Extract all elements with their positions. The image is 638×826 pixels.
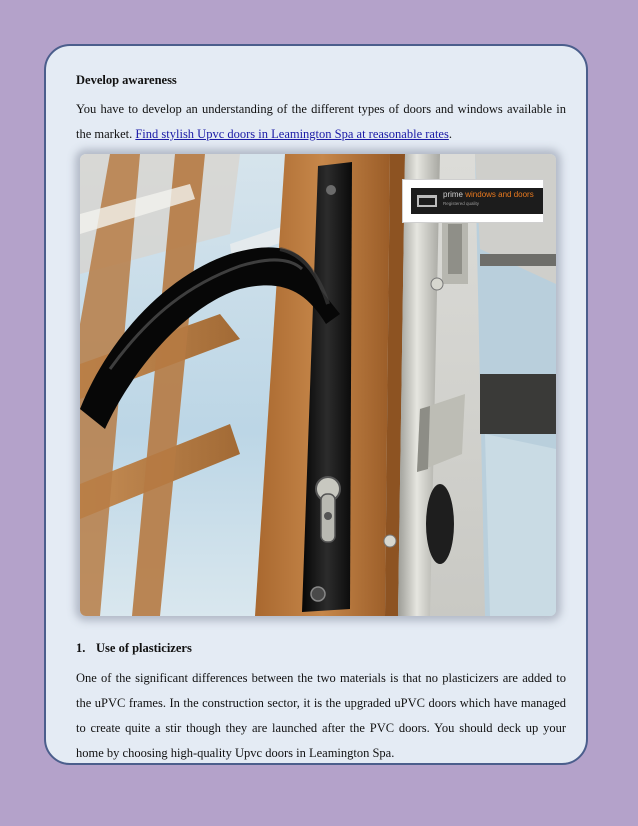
intro-paragraph (76, 97, 566, 147)
logo-brand-prefix: prime (443, 190, 466, 199)
plasticizers-paragraph: One of the significant differences between the two materials is that no plasticizers are added to the uPVC frames. In the construction sector, it is the upgraded uPVC doors which have managed to create quite a stir though they are launched after the PVC doors. You should deck up your home by choosing high-quality Upvc doors in Leamington Spa. (76, 671, 566, 760)
door-handle-photo (80, 154, 556, 616)
logo-brand-suffix: windows and doors (465, 190, 534, 199)
section-heading: Develop awareness (76, 73, 177, 87)
house-icon (417, 195, 437, 207)
content-card (44, 44, 588, 765)
list-heading-text: Use of plasticizers (96, 641, 192, 655)
intro-period: . (448, 127, 452, 141)
intro-text: You have to develop an understanding of the different types of doors and windows available in the market. (76, 102, 566, 141)
logo-tagline: Registered quality (443, 201, 480, 206)
list-number: 1. (76, 641, 86, 655)
upvc-doors-link[interactable]: Find stylish Upvc doors in Leamington Spa at reasonable rates (135, 127, 449, 141)
door-handle-illustration (80, 154, 556, 616)
logo-brand-name (443, 190, 534, 199)
list-item-heading (76, 641, 192, 656)
brand-logo (402, 179, 544, 223)
